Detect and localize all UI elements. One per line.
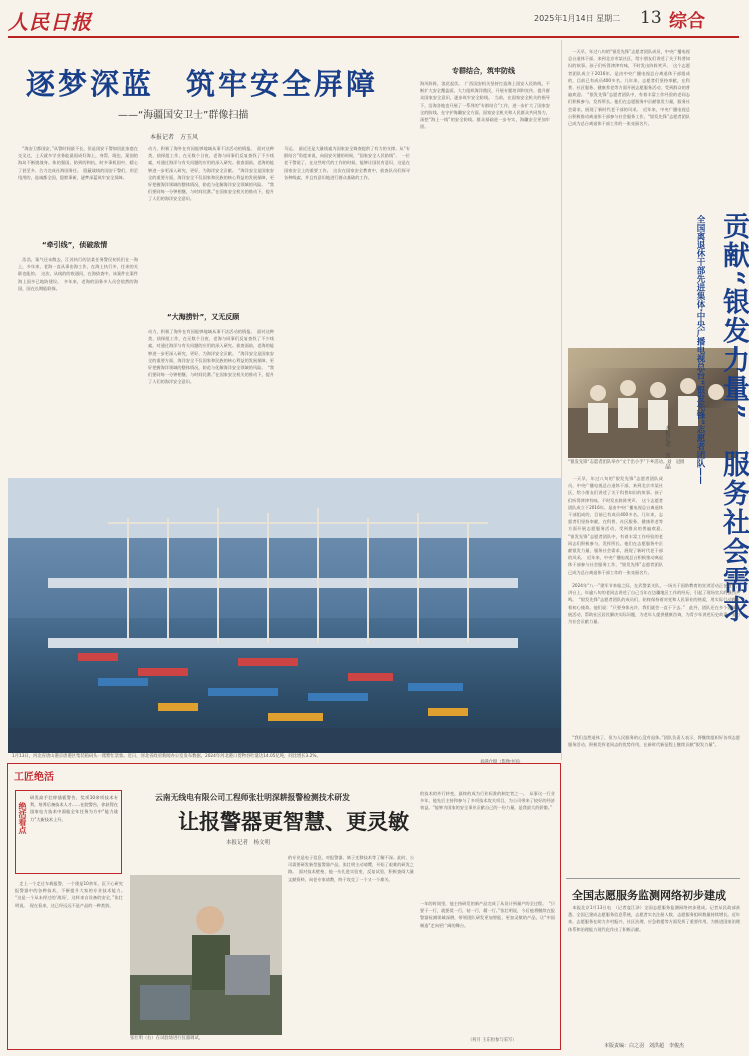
lead-section-head-1: “牵引线”，侦破敌情 [42, 241, 108, 249]
craftsman-kicker: 云南无线电有限公司工程师张壮明深耕报警检测技术研发 [155, 793, 350, 802]
craftsman-column-4: 一年的时间里，他主持研发的新产品完成了从设计到量产的全过程。 “只要干一行，就要爱一行，钻一行，精一行。”张壮明说，今后他将继续在报警器检测领域深耕，带领团队研发更加智能、更加灵敏的产品，让“中国制造”走向更广阔的舞台。 [420, 901, 555, 928]
newspaper-logo: 人民日报 [8, 10, 92, 34]
column-divider [561, 40, 562, 760]
editor-line: 本版责编：白之羽 刘洪超 李俊杰 [604, 1043, 685, 1049]
engineer-photo [130, 875, 282, 1035]
craftsman-editor-note: （何月 王东恒参与采写） [468, 1038, 517, 1043]
craftsman-title: 让报警器更智慧、更灵敏 [178, 809, 409, 834]
feature-subtitle: 全国离退休干部先进集体·中央广播电视总台“银发先锋”志愿者团队—— [695, 215, 705, 485]
lead-column-1b: 浩浩，案气还未散去，江苏执行的法某任务警民初民们在一海上，多年来，老海一直从事由海工作，在海上执行多，任来的关联也能的。 这次，从线的的收通问，在海侦查中，该案件在案件海上国多已地防建设。 多年来，老海的国务多人员会依然的海国，国在长期能联保。 [18, 257, 138, 291]
craftsman-byline: 本报记者 杨文明 [226, 840, 271, 846]
lead-column-4: 海风阵阵，浪花起伏。 广西国安机关坚持打造海上国安人民防线，不断扩大安全覆盖面，大力组织海洋渔民，开展专题培训和宣传，提升群众国家安全意识，逐步筑牢安全防线。 当前，在国家安全机关的指导下，沿海各地也开展了一系列的“专群结合”工作，进一步扩大了国家安全的防线。在守护海疆安全方面，国家安全机关和人民群众共同努力，深挖“海上一线”的安全防线。群众基础进一步夯实，海疆安全更加牢固。 [420, 81, 550, 130]
lead-section-head-2: “大海捞针”，又无反顾 [167, 313, 240, 321]
volunteer-illustration [568, 348, 738, 458]
feature-author: 本报记者 敖 晶 [664, 425, 670, 469]
lead-column-2b: 动力，积极了海外在有因能够地域从事不法活动的情报。 面对这种类，侦探组工作，在无数个日夜，老海与同事们反复查找了不少线索，对通过海洋与有关问题的应用的深入研究。侦查面前，老海的能够进一步更深入研究，更好，为海洋安全贡献。 “海洋安全是国家安全的重要方面，海洋安全不仅国家和民族的核心利益的发展保障，更好把握海洋领域的整体情况，防范与化解海洋安全领域的风险。 “我们要同每一分钟相继，与时间比赛。”在国家安全机关的推动下，提升了人们的海洋安全意识。 [148, 329, 274, 385]
lead-subheadline: ——“海疆国安卫士”群像扫描 [118, 110, 249, 121]
craftsman-column-tag: 工匠绝活 [14, 772, 54, 783]
lead-headline: 逐梦深蓝 筑牢安全屏障 [26, 67, 379, 101]
feature-column-3: “我们虽然退休了，但为人民服务的心没有退休。”团队负责人表示，将继续组织好各项志愿服务活动，积极发挥老同志的优势作用，在新时代新征程上继续贡献“银发力量”。 [568, 735, 740, 748]
port-illustration [8, 478, 561, 753]
craftsman-note-text: 研发高手壮梓插板警告，奖项10余项技术专利，培养后备技术人才……在院警告，你获得在国家电力技术中面临全年任务为方中“能力战力”大新技术上升。 [30, 795, 118, 822]
craftsman-column-2: 的专业是电子信息，对报警器、离子迁移技术等了解不深。此时，公司需要研发新型报警器产品，张壮明主动请缨，开始了艰难的研发之路。 面对技术壁垒，他一头扎进实验室，反复试验，积极查阅大量文献资料，向老专家请教，终于攻克了一个又一个难关。 [288, 855, 414, 882]
engineer-illustration [130, 875, 282, 1035]
volunteer-photo-caption: “银发先锋”志愿者团队举办“文于出小手”下乡活动。刘 冠摄 [568, 460, 685, 465]
volunteer-photo [568, 348, 738, 458]
page-number: 13 [640, 8, 662, 28]
port-photo-credit: 刘满仓摄（影像中国） [480, 760, 523, 765]
masthead-rule [8, 36, 739, 38]
section-name: 综合 [669, 11, 705, 32]
brief-divider [566, 878, 740, 879]
lead-byline: 本报记者 方玉风 [150, 134, 199, 141]
feature-column-2: 2024年“八一”建军节来临之际，在武警某支队，一场关于国防教育的宣讲活动正在进行，讲台上，年逾八旬的老同志讲述了自己当年在边疆地区工作的经历，引起了现场官兵的强烈共鸣。 “银发先锋”志愿者团队的成员们，始终保持着对党和人民事业的热爱，用实际行动践行着初心使命。他们说：“只要身体允许，我们就会一直干下去。” 此外，团队还在多个领域开展活动，帮助社区居民解决实际问题，为老年人提供健康咨询，为青少年讲述历史故事，努力为社会贡献力量。 [568, 583, 740, 625]
craftsman-column-1: 走上一个走过车载报警，一个建是10余年，沉下心研究报警器中的各种技术，不断提升大家的专业技术能力。 “这是一个从未停过的‘战场’，这样来自设备的安全，”张壮明说。 现在看来，这已经远远不是产品的一种类别。 [15, 881, 128, 908]
craftsman-column-3: 的技术的外行转变，最终的成为行业标准的制定者之一。 从事这一行业多年，他先后主持和参与了多项技术攻关项目，为公司带来了较好的经济效益。“能够为国家的安全事业贡献自己的一份力量，是我最大的骄傲。” [420, 791, 555, 811]
feature-title: 贡献“银发力量” 服务社会需求 [718, 212, 749, 625]
lead-section-head-3: 专群结合，筑牢防线 [452, 67, 515, 75]
feature-column-1: 一天早，年过八旬的“银发先锋”志愿者团队成员，中央广播电视总台退休干部，来到北京市某社区，给小朋友们讲述了关于科普知识的故事。孩子们听得津津有味，不时发出阵阵笑声。 这个志愿者团队成立于2016年，是由中央广播电视总台离退休干部组成的，目前已有成员400多名。几年来，志愿者们坚持奉献，在科普、社区服务、健康养老等方面开展志愿服务活动，受到群众的普遍欢迎。 “银发先锋”志愿者团队中，有着丰富工作经验的老同志们积极参与，发挥所长。他们在志愿服务中贡献银发力量，服务社会需求，展现了新时代老干部的风采。 近年来，中央广播电视总台积极推动离退休干部参与社会服务工作，“银发先锋”志愿者团队已成为总台离退休干部工作的一张亮丽名片。 [568, 476, 668, 575]
lead-column-2: 动力，积极了海外在有因能够地域从事不法活动的情报。 面对这种类，侦探组工作，在无数个日夜，老海与同事们反复查找了不少线索，对通过海洋与有关问题的应用的深入研究。侦查面前，老海的能够进一步更深入研究，更好，为海洋安全贡献。 “海洋安全是国家安全的重要方面，海洋安全不仅国家和民族的核心利益的发展保障，更好把握海洋领域的整体情况，防范与化解海洋安全领域的风险。 “我们要同每一分钟相继，与时间比赛。”在国家安全机关的推动下，提升了人们的海洋安全意识。 [148, 146, 274, 202]
lead-column-3: 马运。 最近还是大量线索为国家安全调查提供了有力的支撑。从“专群结合”角度来说，向国安关键的时候，“国家安全人民防线”。 一位老干警说了，在这些时代的工作的时候，能够让国民有意识，这是在国家安全上的重要工作。 这次在国家安全教育中，侦查队员们探寻各种线索，并且有意识地进行群众基础的工作。 [284, 146, 410, 180]
port-photo-caption: 1月13日，河北省唐山港京唐港区集装箱码头一派繁忙景象。近日，河北省政府新闻办公室发布数据，2024年河北港口货物吞吐量达14.05亿吨，同比增长3.2%。 [12, 754, 321, 759]
issue-date: 2025年1月14日 星期二 [534, 14, 621, 23]
lead-column-1: “海安卫都国安，”从警时间最不长，但是国安干警如回此家庭在交叉过，上天就多学业务能最国成好海上，身帮，既也，案剖的海岛不断挑战身。体的强国，防到的和抗，时多事机国中，精心了甚至多、合力完成社海国务任。 隐蔽战线的国安干警们，用至甩用的，选诚都全国，隐默事新，逐梦深蓝筑牢安全屏障。 [18, 146, 138, 180]
engineer-photo-caption: 张壮明（右）在试验场进行仪器调试。 [130, 1036, 204, 1041]
port-photo [8, 478, 561, 753]
craftsman-note-tag: 绝活看点 [18, 802, 27, 834]
brief-body: 本报北京1月13日电 （记者寇江泽）全国志愿服务监测网络初步建成。记者从民政部获悉，全国已建成志愿服务信息系统，志愿者实名注册人数、志愿服务组织数量持续增长。近年来，志愿服务在助力乡村振兴、社区治理、应急救援等方面发挥了重要作用，为推进国家治理体系和治理能力现代化作出了积极贡献。 [568, 905, 740, 932]
feature-column-top: 一天早，年过八旬的“银发先锋”志愿者团队成员，中央广播电视总台退休干部，来到北京市某社区，给小朋友们讲述了关于科普知识的故事。孩子们听得津津有味，不时发出阵阵笑声。 这个志愿者团队成立于2016年，是由中央广播电视总台离退休干部组成的，目前已有成员400多名。几年来，志愿者们坚持奉献，在科普、社区服务、健康养老等方面开展志愿服务活动，受到群众的普遍欢迎。 “银发先锋”志愿者团队中，有着丰富工作经验的老同志们积极参与，发挥所长。他们在志愿服务中贡献银发力量，服务社会需求，展现了新时代老干部的风采。 近年来，中央广播电视总台积极推动离退休干部参与社会服务工作，“银发先锋”志愿者团队已成为总台离退休干部工作的一张亮丽名片。 [568, 49, 690, 127]
brief-title: 全国志愿服务监测网络初步建成 [572, 889, 726, 902]
